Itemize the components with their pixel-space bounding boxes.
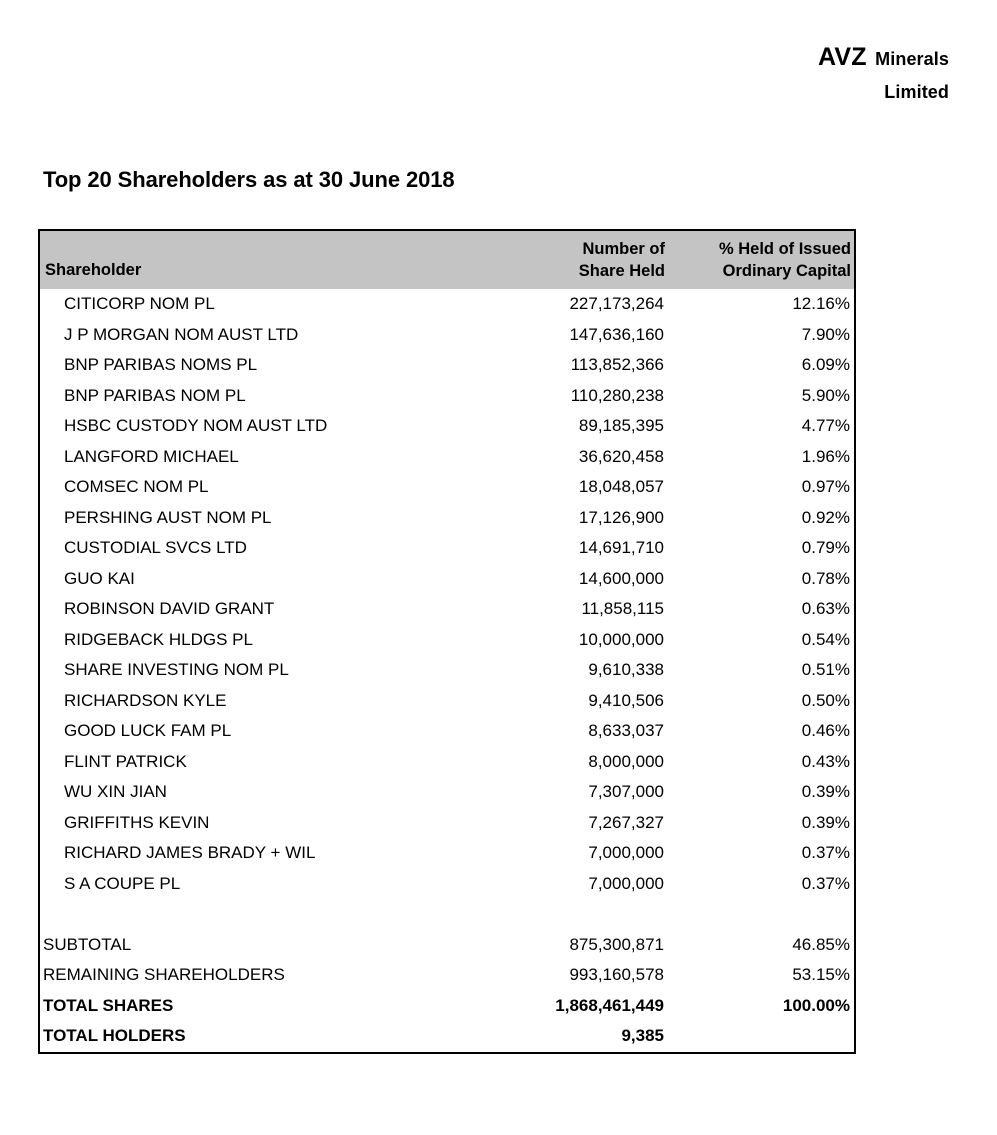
cell-number-of-shares: 147,636,160 bbox=[569, 324, 664, 344]
table-row bbox=[40, 930, 854, 961]
cell-shareholder-name: RICHARD JAMES BRADY + WIL bbox=[64, 843, 316, 862]
table-row bbox=[40, 655, 854, 686]
cell-number-of-shares: 89,185,395 bbox=[578, 416, 664, 435]
cell-number-of-shares: 10,000,000 bbox=[578, 629, 664, 649]
shareholders-table-grid bbox=[40, 231, 854, 1052]
table-row bbox=[40, 472, 854, 503]
table-row bbox=[40, 869, 854, 900]
cell-shareholder-name: J P MORGAN NOM AUST LTD bbox=[64, 324, 299, 344]
cell-number-of-shares: 7,000,000 bbox=[588, 873, 664, 893]
cell-shareholder-name: SUBTOTAL bbox=[43, 934, 132, 954]
cell-percent-held: 0.50% bbox=[801, 690, 850, 710]
table-row bbox=[40, 564, 854, 595]
cell-percent-held: 4.77% bbox=[801, 416, 850, 435]
cell-number-of-shares: 113,852,366 bbox=[570, 355, 664, 374]
logo-name-text: Minerals bbox=[875, 49, 949, 69]
logo-suffix-text: Limited bbox=[884, 82, 949, 102]
cell-shareholder-name: SHARE INVESTING NOM PL bbox=[64, 660, 289, 679]
cell-percent-held bbox=[668, 1021, 854, 1052]
column-header-percent-line1: % Held of Issued bbox=[718, 240, 851, 259]
cell-shareholder-name: BNP PARIBAS NOM PL bbox=[64, 385, 246, 405]
logo-line-primary bbox=[818, 45, 949, 70]
cell-number-of-shares: 11,858,115 bbox=[581, 599, 664, 618]
cell-shareholder-name: CUSTODIAL SVCS LTD bbox=[64, 538, 247, 557]
table-header-row bbox=[40, 231, 854, 289]
cell-number-of-shares: 110,280,238 bbox=[570, 385, 664, 405]
cell-number-of-shares: 17,126,900 bbox=[578, 507, 664, 527]
cell-percent-held: 0.43% bbox=[801, 751, 850, 771]
cell-number-of-shares: 993,160,578 bbox=[569, 965, 664, 984]
cell-number-of-shares: 7,000,000 bbox=[588, 843, 664, 862]
table-row bbox=[40, 503, 854, 534]
table-row bbox=[40, 625, 854, 656]
cell-percent-held: 0.39% bbox=[801, 782, 850, 801]
cell-percent-held: 100.00% bbox=[782, 995, 850, 1015]
table-row bbox=[40, 411, 854, 442]
table-row bbox=[40, 716, 854, 747]
cell-percent-held: 0.51% bbox=[801, 660, 850, 679]
table-row bbox=[40, 808, 854, 839]
table-header bbox=[40, 231, 854, 289]
table-row bbox=[40, 594, 854, 625]
cell-percent-held: 0.78% bbox=[801, 568, 850, 588]
cell-percent-held: 6.09% bbox=[801, 355, 850, 374]
cell-percent-held: 53.15% bbox=[792, 965, 850, 984]
cell-percent-held: 0.46% bbox=[801, 721, 850, 740]
table-row bbox=[40, 838, 854, 869]
table-row bbox=[40, 320, 854, 351]
cell-shareholder-name: COMSEC NOM PL bbox=[64, 477, 209, 496]
cell-percent-held: 0.37% bbox=[801, 843, 850, 862]
cell-shareholder-name: PERSHING AUST NOM PL bbox=[64, 507, 272, 527]
logo-brand-text: AVZ bbox=[817, 43, 867, 71]
cell-shareholder-name: RIDGEBACK HLDGS PL bbox=[64, 629, 253, 649]
cell-percent-held: 0.79% bbox=[801, 538, 850, 557]
cell-shareholder-name: WU XIN JIAN bbox=[64, 782, 167, 801]
cell-percent-held: 0.54% bbox=[801, 629, 850, 649]
column-header-shareholder bbox=[40, 231, 500, 289]
cell-number-of-shares: 8,000,000 bbox=[588, 751, 664, 771]
table-row bbox=[40, 1021, 854, 1052]
cell-percent-held: 46.85% bbox=[792, 934, 850, 954]
column-header-percent-held bbox=[668, 231, 854, 289]
cell-number-of-shares: 14,600,000 bbox=[578, 568, 664, 588]
cell-number-of-shares: 8,633,037 bbox=[588, 721, 664, 740]
cell-shareholder-name: TOTAL SHARES bbox=[43, 995, 174, 1015]
cell-shareholder-name: CITICORP NOM PL bbox=[64, 294, 215, 313]
cell-number-of-shares: 9,385 bbox=[621, 1026, 664, 1045]
cell-number-of-shares: 36,620,458 bbox=[578, 446, 664, 466]
cell-percent-held: 7.90% bbox=[801, 324, 850, 344]
cell-percent-held: 0.37% bbox=[801, 873, 850, 893]
table-row bbox=[40, 747, 854, 778]
table-row bbox=[40, 381, 854, 412]
column-header-number-of-shares bbox=[500, 231, 668, 289]
cell-percent-held: 1.96% bbox=[801, 446, 850, 466]
cell-number-of-shares: 9,410,506 bbox=[588, 690, 664, 710]
table-row bbox=[40, 686, 854, 717]
cell-shareholder-name: RICHARDSON KYLE bbox=[64, 690, 227, 710]
cell-percent-held: 0.97% bbox=[801, 477, 850, 496]
page-title: Top 20 Shareholders as at 30 June 2018 bbox=[43, 167, 455, 192]
cell-shareholder-name: FLINT PATRICK bbox=[64, 751, 187, 771]
cell-number-of-shares: 9,610,338 bbox=[588, 660, 664, 679]
table-row bbox=[40, 777, 854, 808]
cell-number-of-shares: 14,691,710 bbox=[578, 538, 664, 557]
spacer-cell bbox=[668, 899, 854, 930]
cell-shareholder-name: LANGFORD MICHAEL bbox=[64, 446, 239, 466]
cell-percent-held: 0.39% bbox=[801, 812, 850, 832]
column-header-shareholder-line1: Shareholder bbox=[45, 261, 142, 280]
cell-number-of-shares: 18,048,057 bbox=[578, 477, 664, 496]
cell-shareholder-name: REMAINING SHAREHOLDERS bbox=[43, 965, 285, 984]
table-row bbox=[40, 960, 854, 991]
cell-shareholder-name: GUO KAI bbox=[64, 568, 135, 588]
table-row bbox=[40, 533, 854, 564]
table-row bbox=[40, 350, 854, 381]
cell-number-of-shares: 7,267,327 bbox=[588, 812, 664, 832]
table-row bbox=[40, 991, 854, 1022]
cell-shareholder-name: GOOD LUCK FAM PL bbox=[64, 721, 232, 740]
cell-shareholder-name: HSBC CUSTODY NOM AUST LTD bbox=[64, 416, 328, 435]
cell-number-of-shares: 875,300,871 bbox=[569, 934, 664, 954]
table-spacer-row bbox=[40, 899, 854, 930]
table-row bbox=[40, 442, 854, 473]
spacer-cell bbox=[500, 899, 668, 930]
cell-number-of-shares: 7,307,000 bbox=[588, 782, 664, 801]
cell-percent-held: 12.16% bbox=[792, 294, 850, 313]
cell-percent-held: 0.92% bbox=[801, 507, 850, 527]
spacer-cell bbox=[40, 899, 500, 930]
cell-number-of-shares: 227,173,264 bbox=[569, 294, 664, 313]
cell-shareholder-name: BNP PARIBAS NOMS PL bbox=[64, 355, 258, 374]
cell-percent-held: 5.90% bbox=[801, 385, 850, 405]
table-body bbox=[40, 289, 854, 1052]
cell-shareholder-name: ROBINSON DAVID GRANT bbox=[64, 599, 275, 618]
table-row bbox=[40, 289, 854, 320]
shareholders-table bbox=[38, 229, 856, 1054]
company-logo bbox=[818, 45, 949, 101]
cell-percent-held: 0.63% bbox=[801, 599, 850, 618]
cell-shareholder-name: S A COUPE PL bbox=[64, 873, 181, 893]
column-header-shares-line1: Number of bbox=[582, 240, 665, 259]
column-header-percent-line2: Ordinary Capital bbox=[722, 262, 851, 281]
cell-shareholder-name: TOTAL HOLDERS bbox=[43, 1026, 186, 1045]
cell-number-of-shares: 1,868,461,449 bbox=[555, 995, 664, 1015]
cell-shareholder-name: GRIFFITHS KEVIN bbox=[64, 812, 210, 832]
column-header-shares-line2: Share Held bbox=[578, 262, 665, 281]
